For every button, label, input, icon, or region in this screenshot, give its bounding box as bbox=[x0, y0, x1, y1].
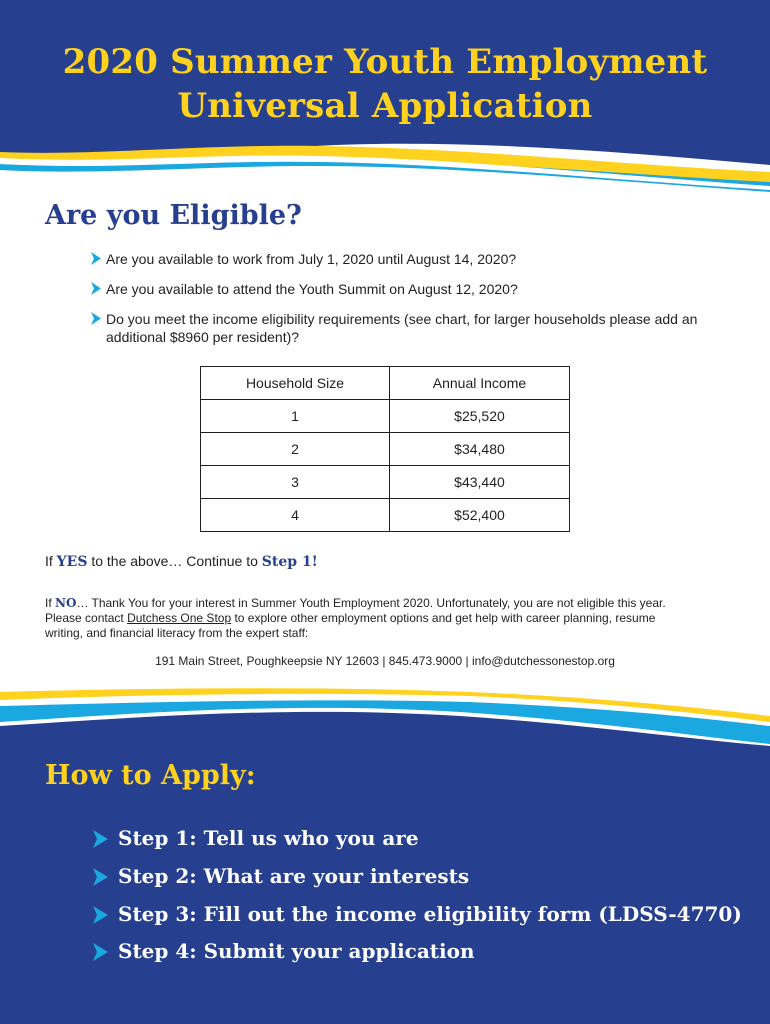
header-banner bbox=[0, 0, 770, 200]
how-to-apply-heading: How to Apply: bbox=[45, 760, 256, 791]
eligibility-question bbox=[90, 250, 726, 268]
contact-info: 191 Main Street, Poughkeepsie NY 12603 | 845.473.9000 | info@dutchessonestop.org bbox=[155, 654, 615, 668]
apply-step bbox=[92, 939, 475, 963]
yes-middle-text: to the above… Continue to bbox=[87, 553, 262, 569]
question-text: Do you meet the income eligibility requirements (see chart, for larger households please add an additional $8960 per resident)? bbox=[106, 311, 698, 345]
income-eligibility-table bbox=[200, 366, 570, 532]
apply-step bbox=[92, 902, 742, 926]
apply-step bbox=[92, 826, 419, 850]
eligibility-question bbox=[90, 310, 726, 346]
footer-banner bbox=[0, 686, 770, 1024]
apply-step bbox=[92, 864, 469, 888]
household-size-cell: 2 bbox=[201, 433, 390, 466]
step-text: Step 1: Tell us who you are bbox=[118, 826, 419, 850]
dutchess-one-stop-link[interactable]: Dutchess One Stop bbox=[127, 611, 232, 625]
chevron-right-icon bbox=[92, 906, 108, 924]
eligibility-question bbox=[90, 280, 726, 298]
no-prefix: If bbox=[45, 596, 56, 610]
step-text: Step 4: Submit your application bbox=[118, 939, 475, 963]
no-instruction bbox=[45, 596, 685, 641]
no-text-before-link: … Thank You for your interest in Summer Youth Employment 2020. Unfortunately, you are not eligible this year. Please contact bbox=[45, 596, 666, 625]
page-title bbox=[0, 40, 770, 128]
table-row bbox=[201, 466, 570, 499]
household-size-cell: 3 bbox=[201, 466, 390, 499]
annual-income-cell: $52,400 bbox=[389, 499, 569, 532]
question-text: Are you available to work from July 1, 2020 until August 14, 2020? bbox=[106, 251, 517, 267]
chevron-right-icon bbox=[90, 282, 101, 295]
household-size-cell: 4 bbox=[201, 499, 390, 532]
title-line-1: 2020 Summer Youth Employment bbox=[62, 42, 708, 82]
chevron-right-icon bbox=[92, 830, 108, 848]
eligibility-heading: Are you Eligible? bbox=[45, 200, 302, 231]
no-text-after-link: to explore other employment options and get help with career planning, resume writing, and financial literacy from the expert staff: bbox=[45, 611, 656, 640]
step-1-callout: Step 1! bbox=[261, 554, 318, 570]
table-header-row bbox=[201, 367, 570, 400]
no-keyword: NO bbox=[55, 596, 77, 610]
step-text: Step 2: What are your interests bbox=[118, 864, 470, 888]
table-row bbox=[201, 400, 570, 433]
chevron-right-icon bbox=[90, 312, 101, 325]
column-header-annual-income: Annual Income bbox=[389, 367, 569, 400]
yes-keyword: YES bbox=[56, 554, 88, 570]
table-row bbox=[201, 499, 570, 532]
question-text: Are you available to attend the Youth Summit on August 12, 2020? bbox=[106, 281, 518, 297]
column-header-household-size: Household Size bbox=[201, 367, 390, 400]
yes-instruction bbox=[45, 553, 318, 570]
yes-prefix: If bbox=[45, 553, 57, 569]
annual-income-cell: $43,440 bbox=[389, 466, 569, 499]
chevron-right-icon bbox=[92, 868, 108, 886]
annual-income-cell: $34,480 bbox=[389, 433, 569, 466]
footer-wave-graphic bbox=[0, 686, 770, 1024]
household-size-cell: 1 bbox=[201, 400, 390, 433]
title-line-2: Universal Application bbox=[177, 86, 593, 126]
annual-income-cell: $25,520 bbox=[389, 400, 569, 433]
chevron-right-icon bbox=[92, 943, 108, 961]
step-text: Step 3: Fill out the income eligibility form (LDSS-4770) bbox=[118, 902, 742, 926]
table-row bbox=[201, 433, 570, 466]
chevron-right-icon bbox=[90, 252, 101, 265]
